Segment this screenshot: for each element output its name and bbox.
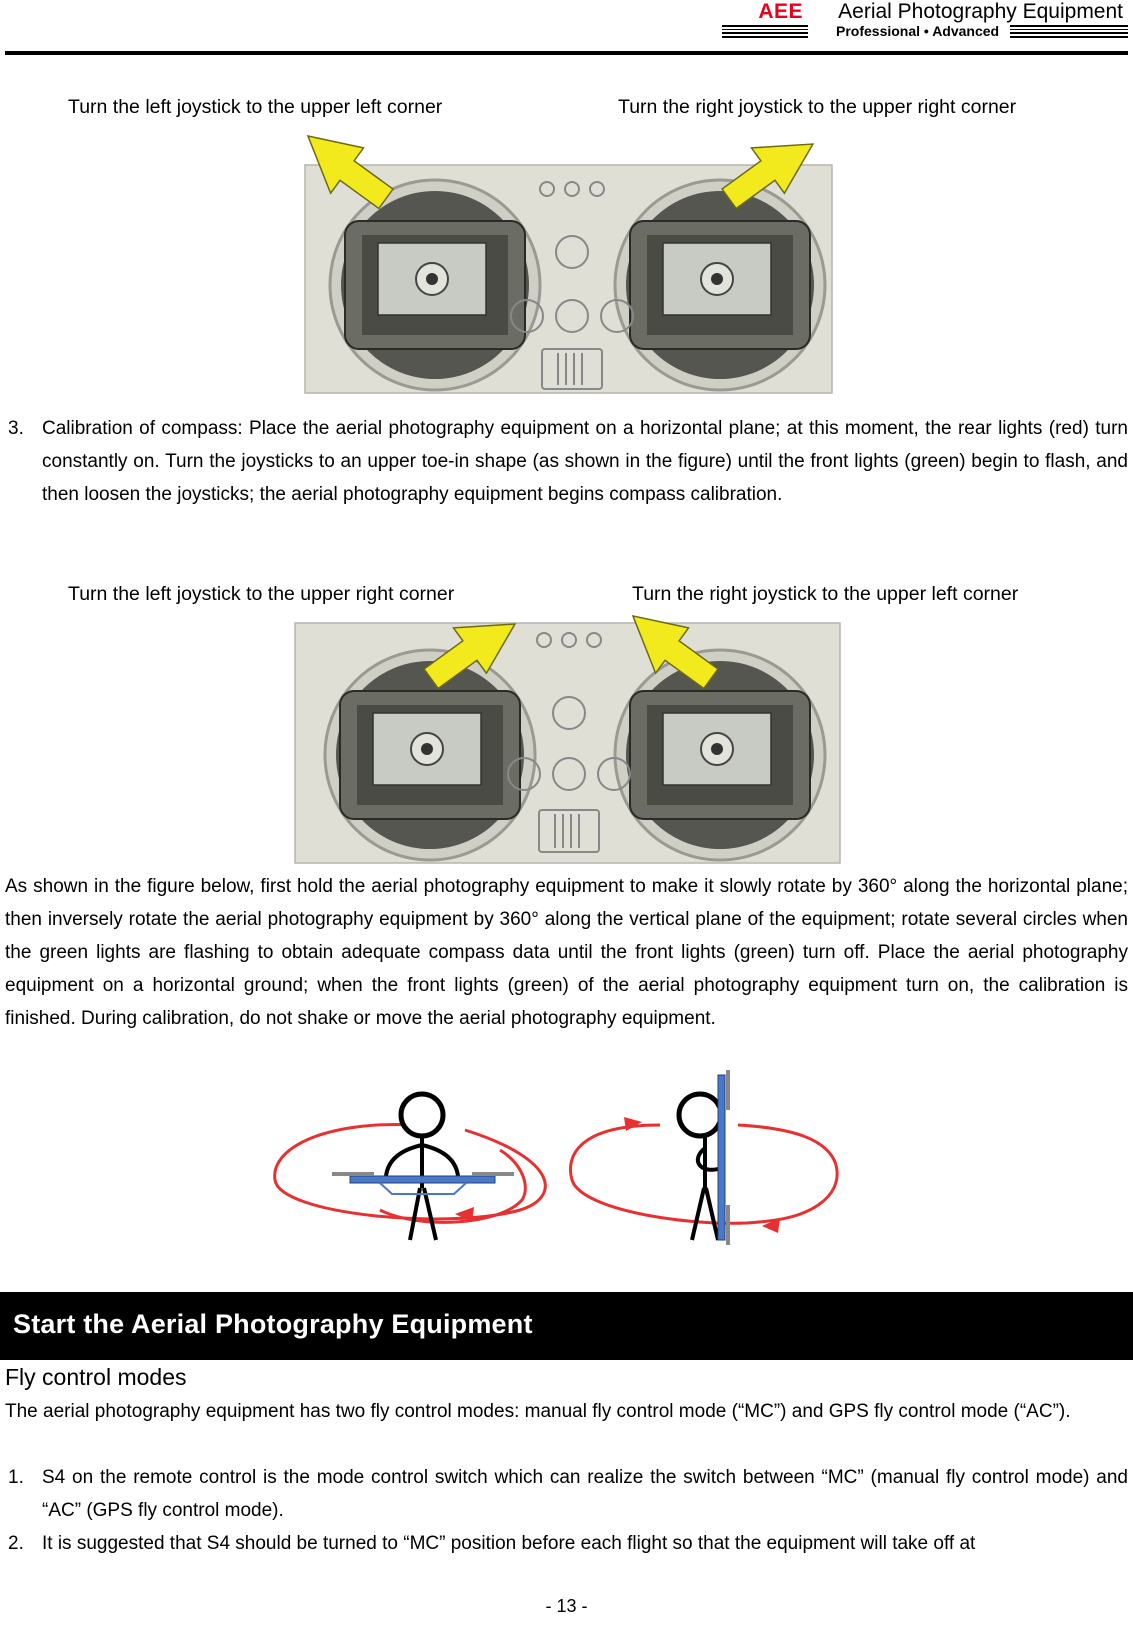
arrow-head-icon xyxy=(624,1117,642,1131)
person-body xyxy=(386,1136,458,1240)
right-gimbal xyxy=(615,180,825,390)
header-decor-right xyxy=(1010,25,1128,39)
item-2-number: 2. xyxy=(8,1533,24,1554)
drone-body-vertical xyxy=(718,1075,725,1240)
item-2-text: It is suggested that S4 should be turned to “MC” position before each flight so that the equipment will take off at xyxy=(42,1533,976,1554)
rotation-instructions: As shown in the figure below, first hold the aerial photography equipment to make it slowly rotate by 360° along the horizontal plane; then inversely rotate the aerial photography equipment by 360° along the vertical plane of the equipment; rotate several circles when the green lights are flashing to obtain adequate compass data until the front lights (green) turn off. Place the aerial photography equipment on a horizontal ground; when the front lights (green) of the aerial photography equipment turn on, the calibration is finished. During calibration, do not shake or move the aerial photography equipment. xyxy=(5,876,1128,1029)
rotation-figure xyxy=(260,1070,870,1245)
header-title: Aerial Photography Equipment xyxy=(838,0,1123,23)
right-gimbal xyxy=(615,650,825,860)
figure1-controller xyxy=(300,135,840,395)
step-3-number: 3. xyxy=(8,418,24,439)
item-1-text: S4 on the remote control is the mode control switch which can realize the switch between “MC” (manual fly control mode) and “AC” (GPS fly control mode). xyxy=(42,1467,1128,1521)
vertical-rotation xyxy=(570,1070,837,1245)
figure1-caption-right: Turn the right joystick to the upper right corner xyxy=(618,96,1017,118)
horizontal-rotation xyxy=(275,1094,546,1240)
drone-prop-right xyxy=(472,1172,514,1176)
item-1-number: 1. xyxy=(8,1467,24,1488)
left-gimbal xyxy=(325,650,535,860)
subheading: Fly control modes xyxy=(5,1364,187,1390)
figure2-caption-right: Turn the right joystick to the upper left corner xyxy=(632,583,1019,605)
left-gimbal xyxy=(330,180,540,390)
header-rule xyxy=(5,51,1128,55)
figure2-caption-left: Turn the left joystick to the upper right corner xyxy=(68,583,455,605)
brand-logo-text: AEE xyxy=(758,0,803,23)
drone-body xyxy=(350,1176,495,1183)
fly-modes-intro: The aerial photography equipment has two fly control modes: manual fly control mode (“MC”) and GPS fly control mode (“AC”). xyxy=(5,1401,1071,1422)
figure1-caption-left: Turn the left joystick to the upper left corner xyxy=(68,96,443,118)
section-title: Start the Aerial Photography Equipment xyxy=(13,1309,533,1339)
page-number: - 13 - xyxy=(545,1596,588,1616)
header-decor-left xyxy=(722,25,808,39)
person-head xyxy=(679,1094,721,1136)
header-subtitle: Professional • Advanced xyxy=(836,23,1000,39)
drone-prop-left xyxy=(332,1172,374,1176)
figure2-controller xyxy=(290,615,845,865)
step-3-text: Calibration of compass: Place the aerial photography equipment on a horizontal plane; at this moment, the rear lights (red) turn constantly on. Turn the joysticks to an upper toe-in shape (as shown in the figure) until the front lights (green) begin to flash, and then loosen the joysticks; the aerial photography equipment begins compass calibration. xyxy=(42,418,1128,505)
person-head xyxy=(401,1094,443,1136)
